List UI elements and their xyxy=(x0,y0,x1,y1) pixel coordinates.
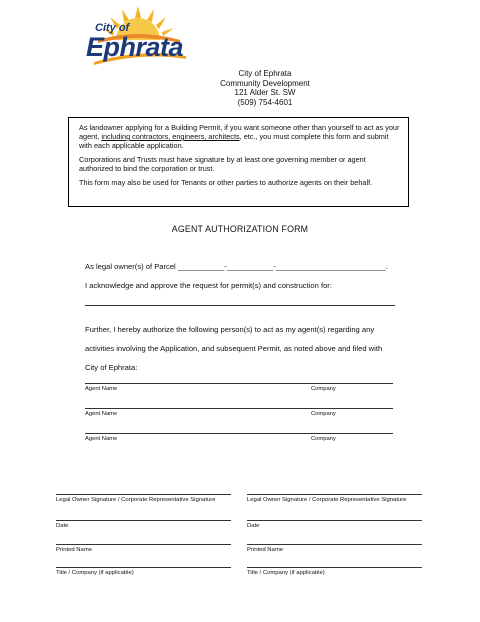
title-company-label: Title / Company (if applicable) xyxy=(56,570,134,576)
instruction-underlined-text: including contractors, engineers, architects xyxy=(101,132,240,141)
owner-signature-field[interactable] xyxy=(247,494,422,495)
date-label: Date xyxy=(56,523,69,529)
authorization-text: Further, I hereby authorize the following person(s) to act as my agent(s) regarding any xyxy=(85,325,375,334)
printed-name-label: Printed Name xyxy=(247,547,284,553)
owner-signature-field[interactable] xyxy=(56,494,231,495)
address-block xyxy=(190,69,340,107)
construction-description-field[interactable] xyxy=(85,305,395,306)
title-company-label: Title / Company (if applicable) xyxy=(247,570,325,576)
acknowledge-text: I acknowledge and approve the request for permit(s) and construction for: xyxy=(85,281,332,290)
logo-text-big: Ephrata xyxy=(86,32,184,62)
company-label: Company xyxy=(311,411,336,417)
authorization-text: City of Ephrata: xyxy=(85,363,138,372)
parcel-number-field[interactable]: As legal owner(s) of Parcel ___________-___________-__________________________. xyxy=(85,262,388,271)
logo-text-small: City of xyxy=(95,22,130,34)
date-label: Date xyxy=(247,523,260,529)
instruction-text: As landowner applying for a Building Permit, if you want someone other than yourself to act as your agent, xyxy=(79,123,400,141)
address-line: (509) 754-4601 xyxy=(237,97,293,107)
form-title: AGENT AUTHORIZATION FORM xyxy=(171,224,309,234)
instruction-paragraph: Corporations and Trusts must have signature by at least one governing member or agent authorized to bind the corporation or trust. xyxy=(79,155,366,173)
printed-name-field[interactable] xyxy=(247,544,422,545)
company-label: Company xyxy=(311,436,336,442)
owner-signature-label: Legal Owner Signature / Corporate Representative Signature xyxy=(247,497,407,503)
title-company-field[interactable] xyxy=(56,567,231,568)
instruction-text: , etc., you must complete this form and submit with each applicable application. xyxy=(79,132,389,150)
title-company-field[interactable] xyxy=(247,567,422,568)
date-field[interactable] xyxy=(247,520,422,521)
address-line: Community Development xyxy=(220,78,310,88)
agent-name-field[interactable] xyxy=(85,433,393,434)
agent-name-label: Agent Name xyxy=(85,386,118,392)
instructions-box xyxy=(68,117,409,207)
printed-name-field[interactable] xyxy=(56,544,231,545)
authorization-text: activities involving the Application, and subsequent Permit, as noted above and filed with xyxy=(85,344,383,353)
address-line: 121 Alder St. SW xyxy=(234,88,296,97)
agent-name-label: Agent Name xyxy=(85,436,118,442)
instruction-paragraph: This form may also be used for Tenants or other parties to authorize agents on their behalf. xyxy=(79,178,373,187)
instruction-paragraph xyxy=(79,123,400,150)
printed-name-label: Printed Name xyxy=(56,547,93,553)
agent-name-label: Agent Name xyxy=(85,411,118,417)
owner-signature-label: Legal Owner Signature / Corporate Representative Signature xyxy=(56,497,216,503)
address-line: City of Ephrata xyxy=(238,69,292,78)
company-label: Company xyxy=(311,386,336,392)
date-field[interactable] xyxy=(56,520,231,521)
agent-name-field[interactable] xyxy=(85,383,393,384)
agent-name-field[interactable] xyxy=(85,408,393,409)
